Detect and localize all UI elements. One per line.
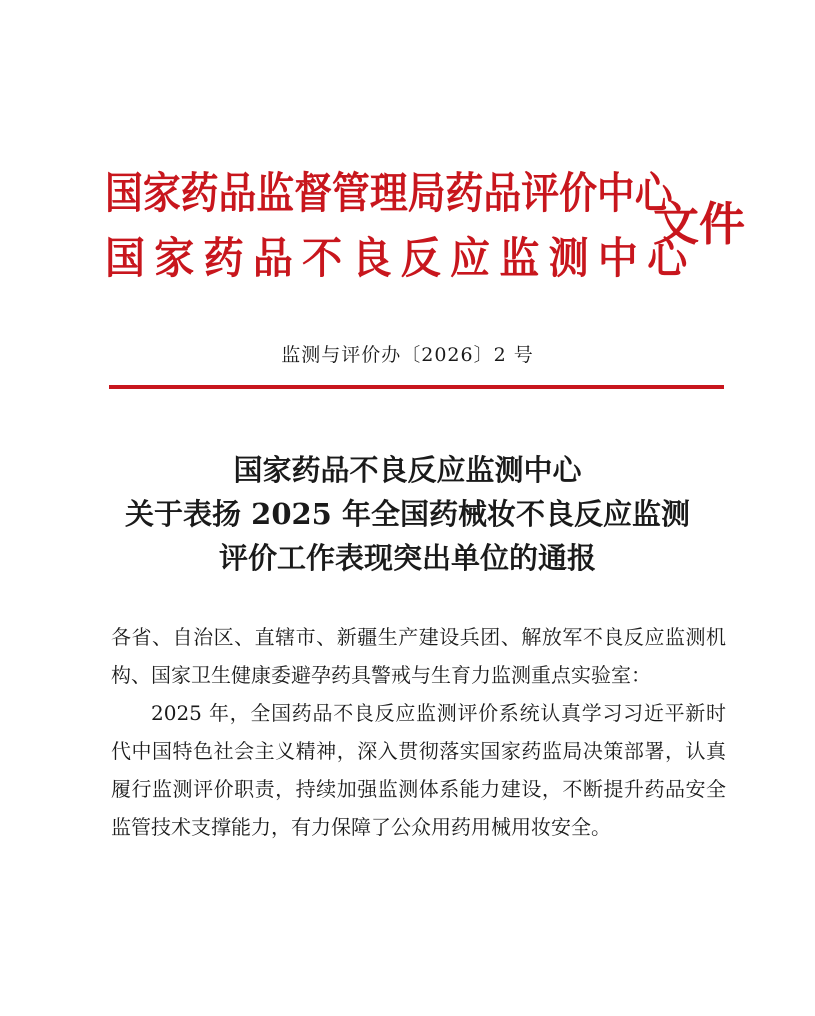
document-header: [105, 150, 745, 290]
issuer-line-1: 国家药品监督管理局药品评价中心: [105, 169, 673, 219]
red-divider-line: [109, 385, 724, 389]
title-line-3: 评价工作表现突出单位的通报: [218, 541, 596, 575]
issuer-line-2: 国家药品不良反应监测中心: [105, 234, 697, 284]
recipients-paragraph: 各省、自治区、直辖市、新疆生产建设兵团、解放军不良反应监测机构、国家卫生健康委避孕药具警戒与生育力监测重点实验室：: [111, 625, 726, 687]
title-line-2: 关于表扬 2025 年全国药械妆不良反应监测: [125, 497, 690, 531]
body-paragraph-1: 2025 年，全国药品不良反应监测评价系统认真学习习近平新时代中国特色社会主义精神，深入贯彻落实国家药监局决策部署，认真履行监测评价职责，持续加强监测体系能力建设，不断提升药品安全监管技术支撑能力，有力保障了公众用药用械用妆安全。: [111, 701, 726, 839]
title-line-1: 国家药品不良反应监测中心: [233, 453, 582, 487]
document-kind-label: 文件: [653, 197, 745, 251]
document-title: [0, 448, 815, 580]
document-number: 监测与评价办〔2026〕2 号: [281, 344, 534, 366]
document-body: [111, 618, 726, 846]
